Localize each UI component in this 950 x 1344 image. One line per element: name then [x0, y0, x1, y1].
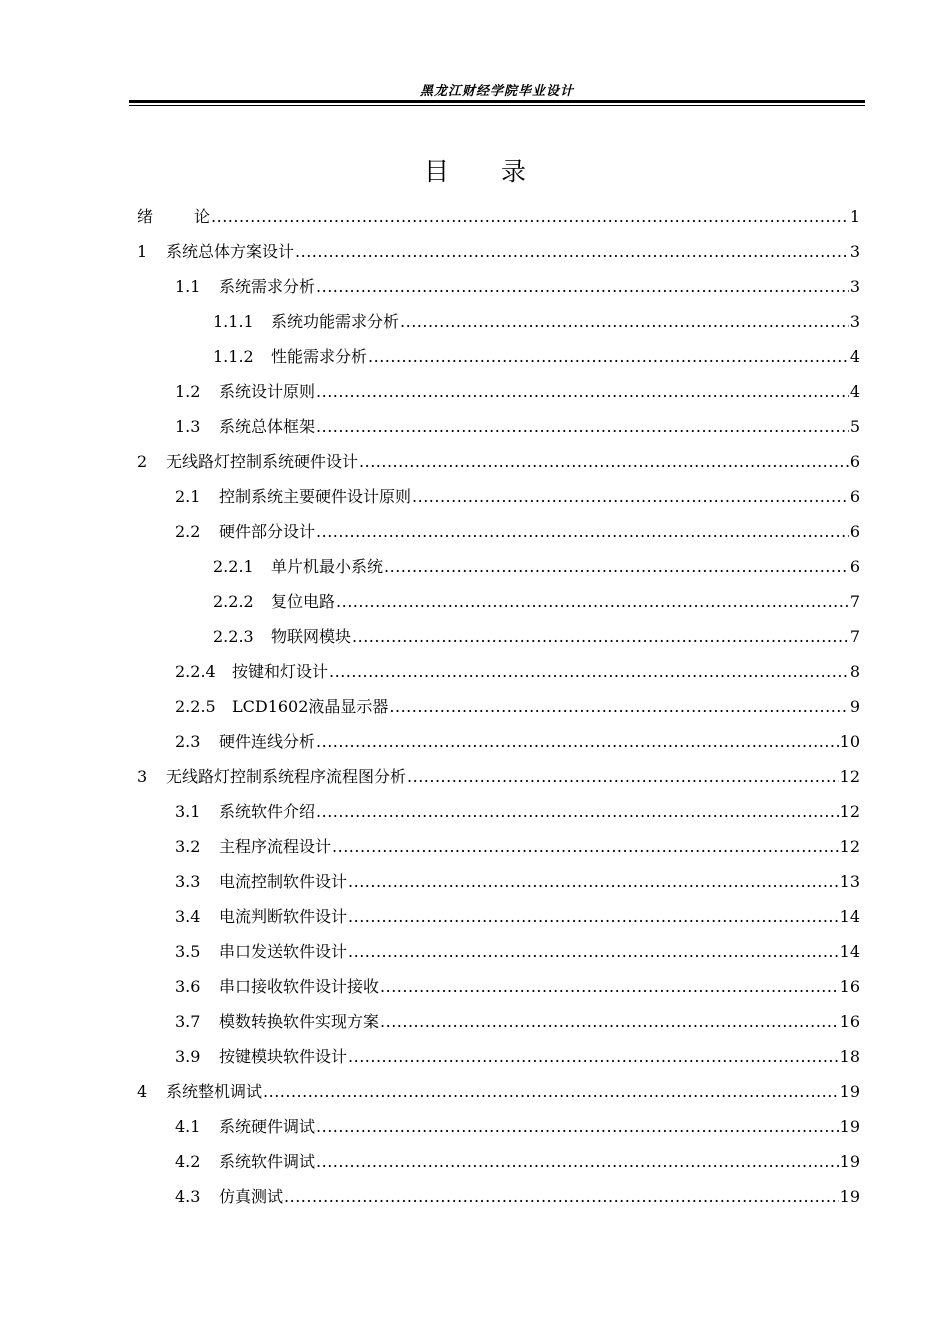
- dot-leader: [316, 380, 849, 404]
- toc-entry-label: 系统功能需求分析: [271, 312, 400, 331]
- toc-entry[interactable]: [175, 1045, 860, 1069]
- dot-leader: [368, 345, 849, 369]
- toc-entry-page-number: 1: [849, 207, 860, 226]
- dot-leader: [316, 1115, 839, 1139]
- running-header: 黑龙江财经学院毕业设计: [419, 84, 574, 99]
- toc-entry-label: 物联网模块: [271, 627, 352, 646]
- toc-entry[interactable]: [213, 345, 860, 369]
- toc-entry-label: 无线路灯控制系统程序流程图分析: [166, 767, 407, 786]
- toc-entry-number: 3: [137, 767, 148, 786]
- toc-entry-number: 2.2.5: [175, 697, 216, 716]
- toc-entry-label: 主程序流程设计: [219, 837, 332, 856]
- toc-entry-label: 性能需求分析: [271, 347, 368, 366]
- toc-entry-number: 2.2.4: [175, 662, 216, 681]
- toc-entry[interactable]: [175, 1150, 860, 1174]
- toc-entry-page-number: 7: [849, 627, 860, 646]
- toc-entry-page-number: 12: [839, 767, 860, 786]
- dot-leader: [348, 1045, 839, 1069]
- toc-entry-label: 复位电路: [271, 592, 336, 611]
- toc-entry-label: 系统总体框架: [219, 417, 316, 436]
- toc-entry[interactable]: [213, 555, 860, 579]
- toc-entry-number: 4.2: [175, 1152, 201, 1171]
- dot-leader: [316, 730, 839, 754]
- toc-entry[interactable]: [213, 590, 860, 614]
- toc-entry-number: 2.2: [175, 522, 201, 541]
- toc-entry-page-number: 3: [849, 312, 860, 331]
- dot-leader: [384, 555, 849, 579]
- toc-title-left: 目: [423, 157, 449, 186]
- toc-entry-page-number: 19: [839, 1187, 860, 1206]
- toc-entry-number: 1.3: [175, 417, 201, 436]
- toc-entry[interactable]: [175, 905, 860, 929]
- dot-leader: [332, 835, 839, 859]
- toc-entry[interactable]: [175, 1010, 860, 1034]
- toc-entry[interactable]: [175, 660, 860, 684]
- toc-entry-number: 3.9: [175, 1047, 201, 1066]
- toc-entry-page-number: 19: [839, 1152, 860, 1171]
- toc-entry-number: 2: [137, 452, 148, 471]
- toc-entry-number: 4: [137, 1082, 148, 1101]
- toc-entry-number: 1.2: [175, 382, 201, 401]
- toc-entry-label: LCD1602液晶显示器: [232, 697, 389, 716]
- dot-leader: [348, 940, 839, 964]
- toc-entry-page-number: 10: [839, 732, 860, 751]
- toc-entry[interactable]: [175, 975, 860, 999]
- toc-entry-label: 无线路灯控制系统硬件设计: [166, 452, 359, 471]
- toc-entry-page-number: 13: [839, 872, 860, 891]
- toc-entry-page-number: 7: [849, 592, 860, 611]
- toc-entry-label: 按键模块软件设计: [219, 1047, 348, 1066]
- toc-entry-number: 2.1: [175, 487, 201, 506]
- toc-entry-number: 1.1: [175, 277, 201, 296]
- toc-entry-label: 控制系统主要硬件设计原则: [219, 487, 412, 506]
- dot-leader: [336, 590, 849, 614]
- toc-entry-label: 模数转换软件实现方案: [219, 1012, 380, 1031]
- toc-entry[interactable]: [175, 1115, 860, 1139]
- toc-entry-label: 系统需求分析: [219, 277, 316, 296]
- toc-entry-number: 绪: [137, 207, 154, 226]
- toc-entry-number: 3.4: [175, 907, 201, 926]
- toc-entry-number: 4.1: [175, 1117, 201, 1136]
- toc-entry-page-number: 16: [839, 1012, 860, 1031]
- toc-entry[interactable]: [175, 940, 860, 964]
- toc-entry-number: 3.3: [175, 872, 201, 891]
- toc-entry[interactable]: [213, 625, 860, 649]
- toc-entry[interactable]: [175, 835, 860, 859]
- dot-leader: [380, 975, 839, 999]
- toc-entry[interactable]: [175, 415, 860, 439]
- dot-leader: [348, 905, 839, 929]
- dot-leader: [284, 1185, 839, 1209]
- dot-leader: [359, 450, 849, 474]
- dot-leader: [389, 695, 848, 719]
- toc-entry-label: 串口接收软件设计接收: [219, 977, 380, 996]
- toc-entry-number: 1.1.1: [213, 312, 254, 331]
- toc-entry-label: 单片机最小系统: [271, 557, 384, 576]
- toc-entry-label: 硬件连线分析: [219, 732, 316, 751]
- dot-leader: [295, 240, 849, 264]
- header-rule-thin: [129, 105, 865, 106]
- toc-entry-label: 系统总体方案设计: [166, 242, 295, 261]
- toc-entry-page-number: 9: [849, 697, 860, 716]
- toc-entry-number: 3.7: [175, 1012, 201, 1031]
- toc-entry-page-number: 5: [849, 417, 860, 436]
- toc-entry[interactable]: [137, 450, 860, 474]
- toc-entry[interactable]: [175, 800, 860, 824]
- toc-entry[interactable]: [137, 205, 860, 229]
- toc-entry-page-number: 3: [849, 242, 860, 261]
- toc-entry-number: 2.2.3: [213, 627, 254, 646]
- toc-entry-label: 系统软件调试: [219, 1152, 316, 1171]
- toc-entry-number: 1: [137, 242, 148, 261]
- toc-entry-number: 3.1: [175, 802, 201, 821]
- toc-title-right: 录: [501, 157, 527, 186]
- toc-entry-page-number: 14: [839, 942, 860, 961]
- dot-leader: [211, 205, 849, 229]
- toc-entry-page-number: 6: [849, 487, 860, 506]
- toc-entry-number: 3.6: [175, 977, 201, 996]
- toc-entry-number: 3.2: [175, 837, 201, 856]
- dot-leader: [329, 660, 849, 684]
- toc-entry-page-number: 12: [839, 802, 860, 821]
- toc-entry-page-number: 4: [849, 347, 860, 366]
- toc-entry-number: 2.2.2: [213, 592, 254, 611]
- dot-leader: [407, 765, 839, 789]
- toc-entry[interactable]: [175, 380, 860, 404]
- toc-entry-page-number: 6: [849, 522, 860, 541]
- dot-leader: [348, 870, 839, 894]
- toc-entry-page-number: 12: [839, 837, 860, 856]
- dot-leader: [316, 520, 849, 544]
- toc-entry-page-number: 3: [849, 277, 860, 296]
- dot-leader: [400, 310, 849, 334]
- dot-leader: [316, 415, 849, 439]
- toc-entry[interactable]: [175, 1185, 860, 1209]
- toc-entry-number: 4.3: [175, 1187, 201, 1206]
- toc-entry[interactable]: [175, 520, 860, 544]
- toc-entry-page-number: 19: [839, 1117, 860, 1136]
- dot-leader: [316, 1150, 839, 1174]
- toc-entry-page-number: 18: [839, 1047, 860, 1066]
- toc-entry-page-number: 4: [849, 382, 860, 401]
- toc-entry-number: 2.3: [175, 732, 201, 751]
- toc-entry-label: 系统设计原则: [219, 382, 316, 401]
- toc-entry[interactable]: [175, 485, 860, 509]
- toc-entry-label: 硬件部分设计: [219, 522, 316, 541]
- toc-entry-number: 3.5: [175, 942, 201, 961]
- toc-entry[interactable]: [137, 765, 860, 789]
- toc-entry-page-number: 8: [849, 662, 860, 681]
- toc-entry-page-number: 16: [839, 977, 860, 996]
- dot-leader: [380, 1010, 839, 1034]
- toc-entry-label: 串口发送软件设计: [219, 942, 348, 961]
- dot-leader: [316, 800, 839, 824]
- toc-entry-number: 1.1.2: [213, 347, 254, 366]
- toc-entry[interactable]: [175, 730, 860, 754]
- toc-entry-label: 论: [194, 207, 211, 226]
- toc-entry[interactable]: [175, 870, 860, 894]
- toc-entry[interactable]: [137, 240, 860, 264]
- toc-entry-number: 2.2.1: [213, 557, 254, 576]
- toc-entry-label: 系统硬件调试: [219, 1117, 316, 1136]
- toc-entry-page-number: 19: [839, 1082, 860, 1101]
- toc-title: [0, 152, 950, 188]
- toc-entry-label: 系统整机调试: [166, 1082, 263, 1101]
- toc-entry-page-number: 6: [849, 557, 860, 576]
- header-rule-thick: [129, 100, 865, 103]
- dot-leader: [352, 625, 849, 649]
- toc-entry-label: 电流控制软件设计: [219, 872, 348, 891]
- toc-entry[interactable]: [213, 310, 860, 334]
- toc-entry-page-number: 6: [849, 452, 860, 471]
- toc-entry-label: 系统软件介绍: [219, 802, 316, 821]
- toc-entry[interactable]: [137, 1080, 860, 1104]
- dot-leader: [316, 275, 849, 299]
- dot-leader: [412, 485, 849, 509]
- toc-entry[interactable]: [175, 275, 860, 299]
- dot-leader: [263, 1080, 839, 1104]
- toc-entry-page-number: 14: [839, 907, 860, 926]
- toc-entry[interactable]: [175, 695, 860, 719]
- toc-entry-label: 电流判断软件设计: [219, 907, 348, 926]
- toc-entry-label: 按键和灯设计: [232, 662, 329, 681]
- toc-entry-label: 仿真测试: [219, 1187, 284, 1206]
